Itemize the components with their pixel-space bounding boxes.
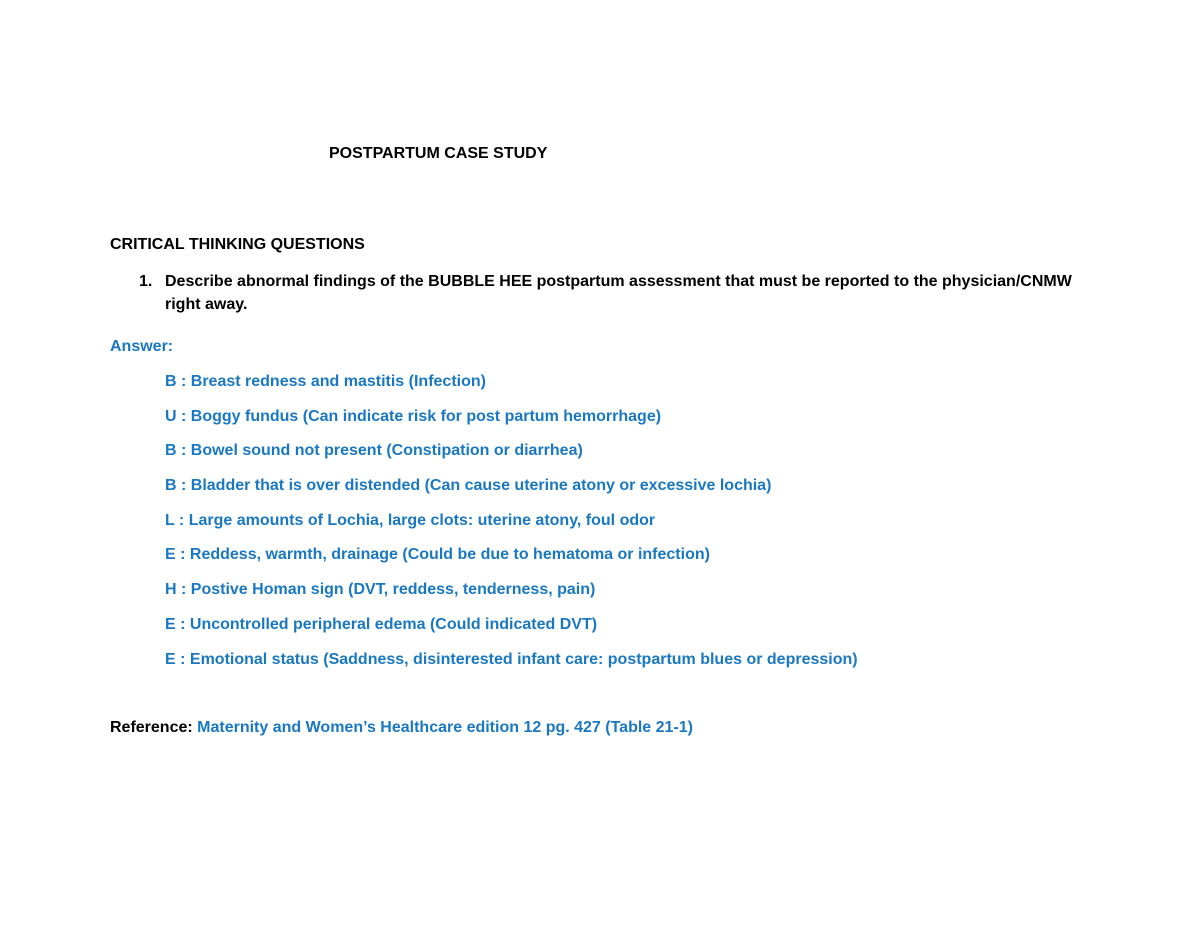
question-item xyxy=(139,270,1079,316)
question-number: 1. xyxy=(139,273,153,290)
answer-item-lochia: L : Large amounts of Lochia, large clots: uterine atony, foul odor xyxy=(165,511,656,529)
answer-item-breast: B : Breast redness and mastitis (Infection) xyxy=(165,373,486,390)
answer-list xyxy=(165,372,858,684)
question-text: Describe abnormal findings of the BUBBLE HEE postpartum assessment that must be reported to the physician/CNMW right away. xyxy=(165,273,1072,313)
reference-text: Maternity and Women’s Healthcare edition 12 pg. 427 (Table 21-1) xyxy=(197,719,693,736)
answer-item-bowel: B : Bowel sound not present (Constipation or diarrhea) xyxy=(165,442,583,460)
answer-item-homan: H : Postive Homan sign (DVT, reddess, tenderness, pain) xyxy=(165,581,596,599)
answer-item-uterus: U : Boggy fundus (Can indicate risk for post partum hemorrhage) xyxy=(165,407,662,425)
reference-line xyxy=(110,719,693,737)
answer-item-bladder: B : Bladder that is over distended (Can cause uterine atony or excessive lochia) xyxy=(165,477,772,495)
reference-label: Reference: xyxy=(110,719,193,736)
answer-item-episiotomy: E : Reddess, warmth, drainage (Could be due to hematoma or infection) xyxy=(165,546,710,564)
answer-item-emotional: E : Emotional status (Saddness, disinterested infant care: postpartum blues or depression) xyxy=(165,650,858,668)
section-heading: CRITICAL THINKING QUESTIONS xyxy=(110,236,365,253)
answer-item-edema: E : Uncontrolled peripheral edema (Could indicated DVT) xyxy=(165,615,598,633)
page-title: POSTPARTUM CASE STUDY xyxy=(329,145,548,162)
answer-label: Answer: xyxy=(110,338,174,355)
